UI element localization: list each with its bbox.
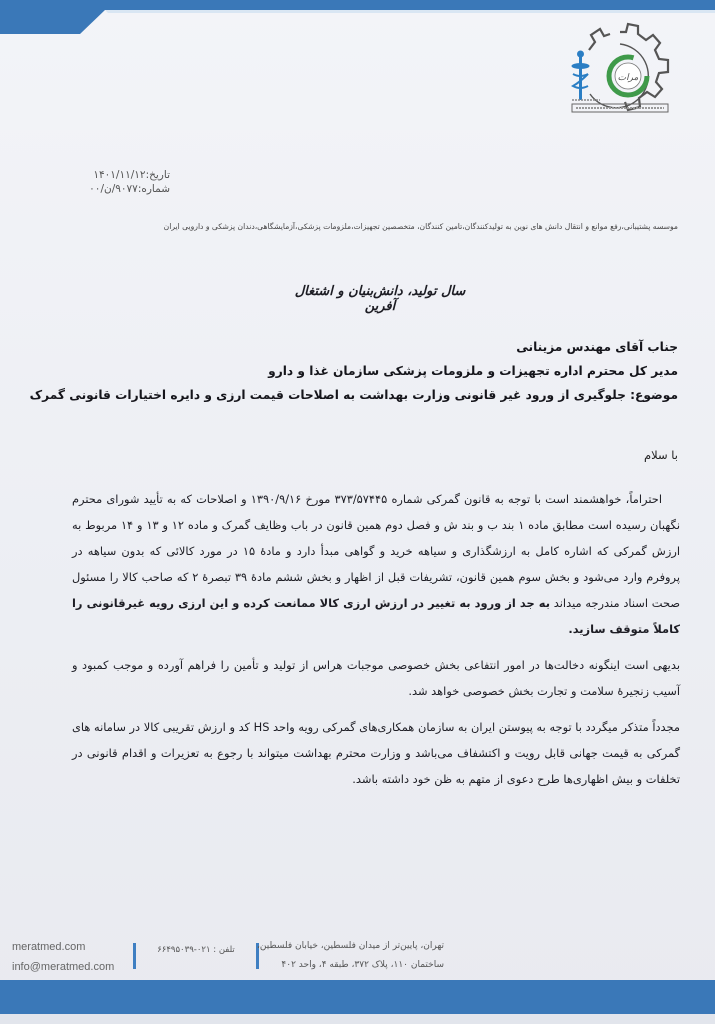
- letter-date: تاریخ:۱۴۰۱/۱۱/۱۲: [93, 169, 170, 181]
- footer-contact: [0, 935, 715, 981]
- footer-phone: تلفن : ۰۲۱-۶۶۴۹۵۰۳۹: [157, 945, 235, 955]
- year-motto: سال تولید، دانش‌بنیان و اشتغال آفرین: [294, 284, 466, 314]
- footer-web-block: [12, 937, 114, 977]
- addressee-block: [29, 335, 678, 407]
- address-line-1: تهران، پایین‌تر از میدان فلسطین، خیابان فلسطین،: [256, 941, 444, 951]
- letter-number: شماره:۹۰۷۷/ن/۰۰: [89, 183, 170, 195]
- website-link[interactable]: meratmed.com: [12, 941, 86, 953]
- footer-divider: [133, 943, 136, 969]
- caduceus-icon: [572, 51, 590, 101]
- paragraph-1: [72, 486, 680, 642]
- greeting: با سلام: [644, 448, 678, 462]
- letter-subject: موضوع: جلوگیری از ورود غیر قانونی وزارت بهداشت به اصلاحات قیمت ارزی و دایره اختیارات قانونی گمرک: [29, 388, 678, 402]
- institute-tagline: موسسه پشتیبانی،رفع موانع و انتقال دانش های نوین به تولیدکنندگان،تامین کنندگان، متخصصین تجهیزات،ملزومات پزشکی،آزمایشگاهی،دندان پزشکی و دارویی ایران: [163, 222, 678, 231]
- paragraph-2: بدیهی است اینگونه دخالت‌ها در امور انتفاعی بخش خصوصی موجبات هراس از تولید و تأمین را فراهم آورده و موجب کمبود و آسیب زنجیرهٔ سلامت و تجارت بخش خصوصی خواهد شد.: [72, 658, 680, 698]
- letter-meta: [60, 168, 170, 196]
- recipient-name: جناب آقای مهندس مزینانی: [516, 340, 678, 354]
- footer-band: [0, 980, 715, 1024]
- email-link[interactable]: info@meratmed.com: [12, 961, 115, 973]
- paragraph-1-text: احتراماً، خواهشمند است با توجه به قانون گمرکی شماره ۳۷۳/۵۷۴۴۵ مورخ ۱۳۹۰/۹/۱۶ و اصلاحات که به تأیید شورای محترم نگهبان رسیده است مطابق ماده ۱ بند ب و بند ش و فصل دوم همین قانون در باب وظایف گمرک و ماده ۱۲ و ۱۳ و ۱۴ مربوط به ارزش گمرکی که اشاره کامل به ارزشگذاری و سیاهه خرید و گواهی مبدأ دارد و مادهٔ ۱۵ در مورد کالائی که بدون سیاهه در پروفرم وارد می‌شود و بخش سوم همین قانون، تشریفات قبل از اظهار و بخش ششم مادهٔ ۳۹ تبصرهٔ ۲ که صاحب کالا را مسئول صحت اسناد مندرجه میداند: [72, 492, 681, 610]
- svg-text:مرات: مرات: [617, 73, 639, 83]
- recipient-title: مدیر کل محترم اداره تجهیزات و ملزومات پزشکی سازمان غذا و دارو: [268, 364, 678, 378]
- paragraph-1-emphasis: به جد از ورود به تغییر در ارزش ارزی کالا ممانعت کرده و این ارزی رویه غیرقانونی را کاملاً متوقف سازید.: [72, 596, 680, 636]
- address-line-2: ساختمان ۱۱۰، پلاک ۳۷۲، طبقه ۴، واحد ۴۰۲: [281, 960, 444, 970]
- company-logo: [560, 20, 680, 130]
- letter-body: [72, 486, 680, 802]
- footer-address: [256, 937, 444, 975]
- paragraph-3: مجدداً متذکر میگردد با توجه به پیوستن ایران به سازمان همکاری‌های گمرکی رویه واحد HS کد و ارزش تقریبی کالا در سامانه های گمرکی به قیمت جهانی قابل رویت و اکتشفاف می‌باشد و وزارت محترم بهداشت میتواند با رجوع به تعزیرات و اقدام قانونی در تخلفات و بیش اظهاری‌ها طرح دعوی از متهم به ظن خود داشته باشد.: [72, 720, 680, 786]
